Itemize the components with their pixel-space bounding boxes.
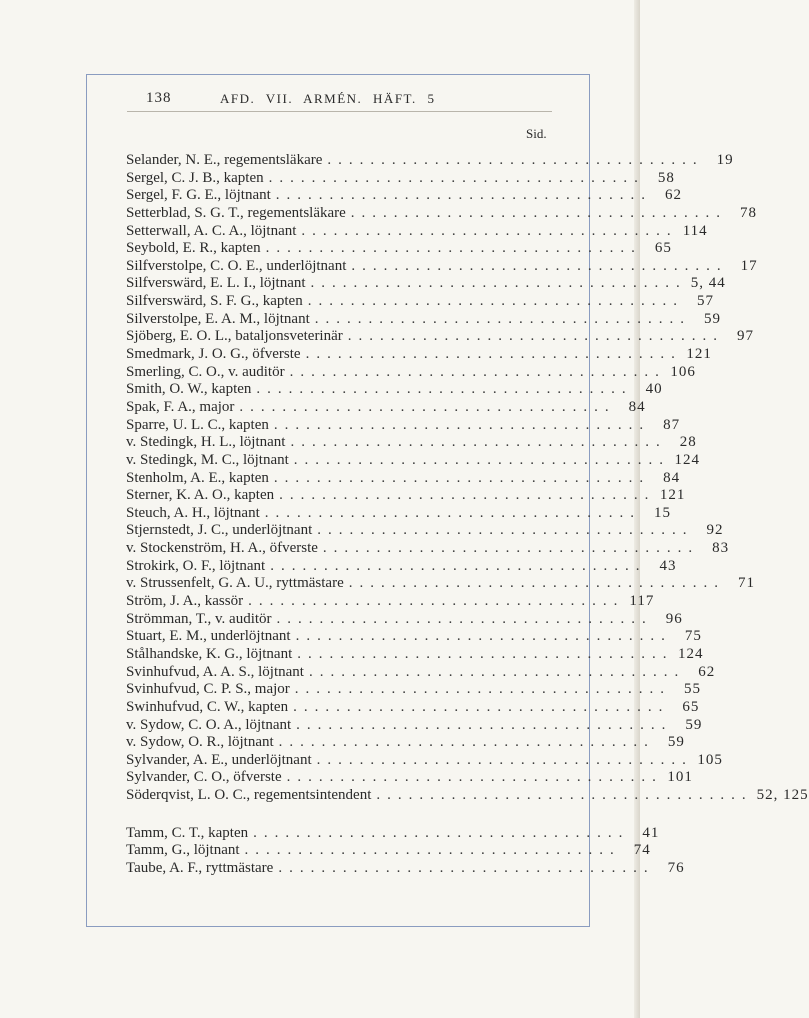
index-entry xyxy=(126,645,704,664)
entry-name: Söderqvist, L. O. C., regementsintendent xyxy=(126,787,372,804)
entry-name: Sergel, C. J. B., kapten xyxy=(126,169,264,186)
entry-name: v. Stedingk, M. C., löjtnant xyxy=(126,451,289,468)
dot-leader: ................................... xyxy=(270,557,647,574)
index-entry xyxy=(126,859,685,878)
entry-page: 40 xyxy=(645,381,663,398)
entry-page: 43 xyxy=(659,557,677,574)
entry-page: 117 xyxy=(629,593,655,610)
dot-leader: ................................... xyxy=(268,169,645,186)
index-entry xyxy=(126,824,660,843)
dot-leader: ................................... xyxy=(297,645,674,662)
entry-page: 59 xyxy=(685,716,703,733)
entry-name: Sylvander, A. E., underlöjtnant xyxy=(126,751,312,768)
entry-page: 15 xyxy=(654,504,671,521)
entry-name: Ström, J. A., kassör xyxy=(126,593,244,610)
index-entry xyxy=(126,628,702,646)
index-entry xyxy=(126,328,755,346)
index-entry xyxy=(126,434,697,452)
index-entry xyxy=(126,204,758,223)
index-entry xyxy=(126,310,721,329)
entry-page: 75 xyxy=(684,628,702,645)
index-entry xyxy=(126,681,702,699)
index-entry xyxy=(126,540,730,558)
dot-leader: ................................... xyxy=(244,842,621,859)
entry-page: 58 xyxy=(657,169,675,186)
entry-page: 59 xyxy=(704,310,721,327)
dot-leader: ................................... xyxy=(348,575,725,592)
entry-page: 52, 125 xyxy=(756,787,809,804)
index-entry xyxy=(126,381,663,399)
index-entry xyxy=(126,346,712,364)
entry-name: v. Strussenfelt, G. A. U., ryttmästare xyxy=(126,575,344,592)
dot-leader: ................................... xyxy=(351,257,728,274)
index-entry xyxy=(126,504,671,523)
entry-name: Stålhandske, K. G., löjtnant xyxy=(126,645,293,662)
entry-page: 87 xyxy=(663,416,681,433)
index-entry xyxy=(126,716,703,735)
index-entry xyxy=(126,575,755,593)
dot-leader: ................................... xyxy=(314,310,691,327)
entry-name: Sergel, F. G. E., löjtnant xyxy=(126,187,271,204)
entry-name: Swinhufvud, C. W., kapten xyxy=(126,698,289,715)
entry-name: Sjöberg, E. O. L., bataljonsveterinär xyxy=(126,328,343,345)
index-entry xyxy=(126,398,646,417)
entry-name: Selander, N. E., regementsläkare xyxy=(126,152,323,168)
dot-leader: ................................... xyxy=(296,716,673,733)
index-entry xyxy=(126,451,701,470)
index-entry xyxy=(126,293,714,311)
entry-page: 121 xyxy=(659,487,686,504)
index-entry xyxy=(126,187,683,205)
entry-page: 124 xyxy=(674,451,701,468)
dot-leader: ................................... xyxy=(279,487,656,504)
index-entry xyxy=(126,787,809,805)
entry-name: Silverstolpe, E. A. M., löjtnant xyxy=(126,310,310,327)
entry-page: 97 xyxy=(737,328,755,345)
entry-name: Smerling, C. O., v. auditör xyxy=(126,363,285,380)
entry-page: 74 xyxy=(633,842,651,859)
entry-name: v. Stedingk, H. L., löjtnant xyxy=(126,434,286,451)
page-column-label: Sid. xyxy=(526,126,547,141)
index-entry xyxy=(126,593,655,611)
entry-page: 76 xyxy=(667,859,685,876)
index-entry xyxy=(126,275,726,293)
dot-leader: ................................... xyxy=(278,734,655,751)
index-entry xyxy=(126,842,651,860)
index-group-t xyxy=(126,824,685,878)
entry-name: v. Sydow, C. O. A., löjtnant xyxy=(126,716,292,733)
page-number: 138 xyxy=(146,90,172,106)
entry-page: 121 xyxy=(686,346,712,363)
entry-page: 114 xyxy=(682,222,708,239)
dot-leader: ................................... xyxy=(273,469,651,486)
dot-leader: ................................... xyxy=(253,824,630,841)
dot-leader: ................................... xyxy=(307,293,684,310)
entry-name: Stjernstedt, J. C., underlöjtnant xyxy=(126,522,313,539)
index-entry xyxy=(126,610,683,629)
index-entry xyxy=(126,734,685,752)
dot-leader: ................................... xyxy=(275,187,653,204)
dot-leader: ................................... xyxy=(347,328,725,345)
dot-leader: ................................... xyxy=(278,859,655,876)
dot-leader: ................................... xyxy=(264,504,641,521)
entry-page: 59 xyxy=(667,734,685,751)
header-rule xyxy=(127,111,552,112)
entry-name: Silfverswärd, E. L. I., löjtnant xyxy=(126,275,306,292)
entry-name: Smedmark, J. O. G., öfverste xyxy=(126,346,301,363)
index-entry xyxy=(126,152,734,170)
entry-page: 106 xyxy=(670,363,696,380)
entry-page: 92 xyxy=(706,522,724,539)
entry-name: Tamm, G., löjtnant xyxy=(126,842,240,859)
entry-page: 5, 44 xyxy=(690,275,726,292)
dot-leader: ................................... xyxy=(294,681,672,698)
page-header xyxy=(140,90,552,110)
entry-name: v. Stockenström, H. A., öfverste xyxy=(126,540,318,557)
running-head: AFD. VII. ARMÉN. HÄFT. 5 xyxy=(220,91,436,106)
entry-page: 41 xyxy=(642,824,660,841)
entry-page: 84 xyxy=(628,398,646,415)
entry-name: Silfverstolpe, C. O. E., underlöjtnant xyxy=(126,257,347,274)
index-entry xyxy=(126,363,696,382)
entry-name: v. Sydow, O. R., löjtnant xyxy=(126,734,274,751)
dot-leader: ................................... xyxy=(256,381,633,398)
index-entry xyxy=(126,169,675,188)
index-entry xyxy=(126,469,681,488)
index-entry xyxy=(126,222,708,241)
index-entry xyxy=(126,522,724,540)
entry-name: Strokirk, O. F., löjtnant xyxy=(126,557,266,574)
entry-page: 62 xyxy=(698,663,716,680)
dot-leader: ................................... xyxy=(239,398,616,415)
entry-name: Svinhufvud, A. A. S., löjtnant xyxy=(126,663,304,680)
entry-page: 124 xyxy=(677,645,704,662)
entry-name: Smith, O. W., kapten xyxy=(126,381,252,398)
index-entry xyxy=(126,557,677,576)
entry-name: Sylvander, C. O., öfverste xyxy=(126,769,282,786)
dot-leader: ................................... xyxy=(295,628,672,645)
entry-page: 78 xyxy=(740,204,758,221)
index-entry xyxy=(126,698,700,717)
entry-page: 55 xyxy=(684,681,702,698)
index-entry xyxy=(126,751,723,770)
entry-page: 57 xyxy=(696,293,714,310)
entry-name: Silfverswärd, S. F. G., kapten xyxy=(126,293,303,310)
entry-page: 96 xyxy=(665,610,683,627)
entry-page: 65 xyxy=(682,698,700,715)
entry-name: Spak, F. A., major xyxy=(126,398,235,415)
index-group-s xyxy=(126,152,809,805)
dot-leader: ................................... xyxy=(265,240,642,257)
index-entry xyxy=(126,663,716,682)
dot-leader: ................................... xyxy=(317,522,694,539)
entry-name: Tamm, C. T., kapten xyxy=(126,824,249,841)
entry-name: Stenholm, A. E., kapten xyxy=(126,469,269,486)
entry-name: Steuch, A. H., löjtnant xyxy=(126,504,260,521)
entry-name: Svinhufvud, C. P. S., major xyxy=(126,681,290,698)
dot-leader: ................................... xyxy=(316,751,693,768)
dot-leader: ................................... xyxy=(322,540,700,557)
entry-name: Setterwall, A. C. A., löjtnant xyxy=(126,222,297,239)
dot-leader: ................................... xyxy=(276,610,653,627)
dot-leader: ................................... xyxy=(310,275,687,292)
dot-leader: ................................... xyxy=(350,204,728,221)
dot-leader: ................................... xyxy=(293,698,670,715)
entry-page: 62 xyxy=(665,187,683,204)
entry-page: 19 xyxy=(716,152,734,168)
dot-leader: ................................... xyxy=(308,663,686,680)
entry-page: 17 xyxy=(740,257,758,274)
dot-leader: ................................... xyxy=(301,222,678,239)
entry-name: Strömman, T., v. auditör xyxy=(126,610,272,627)
group-separator xyxy=(126,805,554,825)
entry-page: 83 xyxy=(712,540,730,557)
dot-leader: ................................... xyxy=(289,363,666,380)
index-entry xyxy=(126,240,672,258)
entry-page: 71 xyxy=(738,575,755,592)
entry-name: Sterner, K. A. O., kapten xyxy=(126,487,275,504)
entry-page: 101 xyxy=(667,769,693,786)
entry-name: Taube, A. F., ryttmästare xyxy=(126,859,274,876)
entry-page: 65 xyxy=(654,240,672,257)
dot-leader: ................................... xyxy=(286,769,663,786)
entry-page: 28 xyxy=(679,434,697,451)
index-entry xyxy=(126,769,693,787)
dot-leader: ................................... xyxy=(376,787,753,804)
dot-leader: ................................... xyxy=(273,416,651,433)
index-entry xyxy=(126,416,681,435)
dot-leader: ................................... xyxy=(248,593,625,610)
index-entry xyxy=(126,257,758,276)
entry-name: Setterblad, S. G. T., regementsläkare xyxy=(126,204,346,221)
index-entry xyxy=(126,487,686,505)
entry-name: Sparre, U. L. C., kapten xyxy=(126,416,269,433)
entry-name: Seybold, E. R., kapten xyxy=(126,240,261,257)
dot-leader: ................................... xyxy=(305,346,682,363)
index-list xyxy=(126,152,809,878)
entry-page: 84 xyxy=(663,469,681,486)
entry-name: Stuart, E. M., underlöjtnant xyxy=(126,628,291,645)
dot-leader: ................................... xyxy=(293,451,671,468)
dot-leader: ................................... xyxy=(290,434,667,451)
dot-leader: ................................... xyxy=(327,152,704,168)
entry-page: 105 xyxy=(697,751,723,768)
